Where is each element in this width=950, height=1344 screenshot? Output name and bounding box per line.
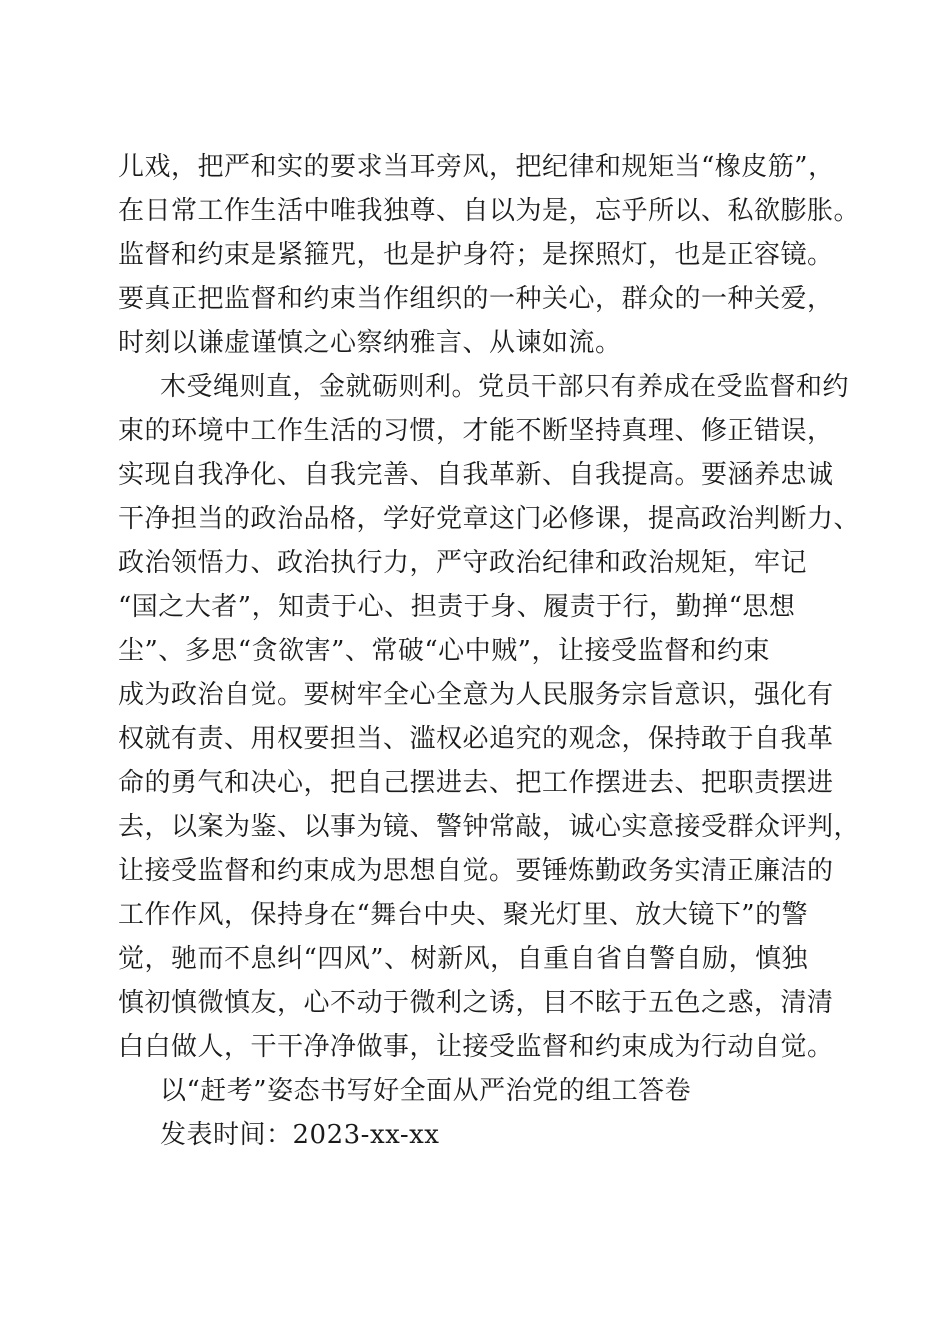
paragraph-2-line-11: 去，以案为鉴、以事为镜、警钟常敲，诚心实意接受群众评判， [118, 812, 861, 842]
paragraph-2-line-15: 慎初慎微慎友，心不动于微利之诱，目不眩于五色之惑，清清 [118, 988, 834, 1018]
paragraph-2-line-12: 让接受监督和约束成为思想自觉。要锤炼勤政务实清正廉洁的 [118, 856, 834, 886]
paragraph-1-line-5: 时刻以谦虚谨慎之心察纳雅言、从谏如流。 [118, 328, 622, 358]
paragraph-1-line-1: 儿戏，把严和实的要求当耳旁风，把纪律和规矩当“橡皮筋”， [118, 152, 835, 182]
paragraph-2-line-6: “国之大者”，知责于心、担责于身、履责于行，勤掸“思想 [118, 592, 796, 622]
paragraph-2-line-9: 权就有责、用权要担当、滥权必追究的观念，保持敢于自我革 [118, 724, 834, 754]
paragraph-2-line-1: 木受绳则直，金就砺则利。党员干部只有养成在受监督和约 [160, 372, 850, 402]
paragraph-2-line-5: 政治领悟力、政治执行力，严守政治纪律和政治规矩，牢记 [118, 548, 808, 578]
paragraph-2-line-3: 实现自我净化、自我完善、自我革新、自我提高。要涵养忠诚 [118, 460, 834, 490]
paragraph-2-line-4: 干净担当的政治品格，学好党章这门必修课，提高政治判断力、 [118, 504, 861, 534]
paragraph-2-line-2: 束的环境中工作生活的习惯，才能不断坚持真理、修正错误， [118, 416, 834, 446]
paragraph-1-line-4: 要真正把监督和约束当作组织的一种关心，群众的一种关爱， [118, 284, 834, 314]
paragraph-2-line-8: 成为政治自觉。要树牢全心全意为人民服务宗旨意识，强化有 [118, 680, 834, 710]
paragraph-2-line-16: 白白做人，干干净净做事，让接受监督和约束成为行动自觉。 [118, 1032, 834, 1062]
paragraph-1-line-2: 在日常工作生活中唯我独尊、自以为是，忘乎所以、私欲膨胀。 [118, 196, 861, 226]
next-article-title: 以“赶考”姿态书写好全面从严治党的组工答卷 [160, 1076, 692, 1106]
publish-time: 发表时间：2023-xx-xx [160, 1120, 440, 1150]
paragraph-2-line-13: 工作作风，保持身在“舞台中央、聚光灯里、放大镜下”的警 [118, 900, 809, 930]
paragraph-2-line-7: 尘”、多思“贪欲害”、常破“心中贼”，让接受监督和约束 [118, 636, 770, 666]
paragraph-2-line-10: 命的勇气和决心，把自己摆进去、把工作摆进去、把职责摆进 [118, 768, 834, 798]
paragraph-1-line-3: 监督和约束是紧箍咒，也是护身符；是探照灯，也是正容镜。 [118, 240, 834, 270]
paragraph-2-line-14: 觉，驰而不息纠“四风”、树新风，自重自省自警自励，慎独 [118, 944, 809, 974]
